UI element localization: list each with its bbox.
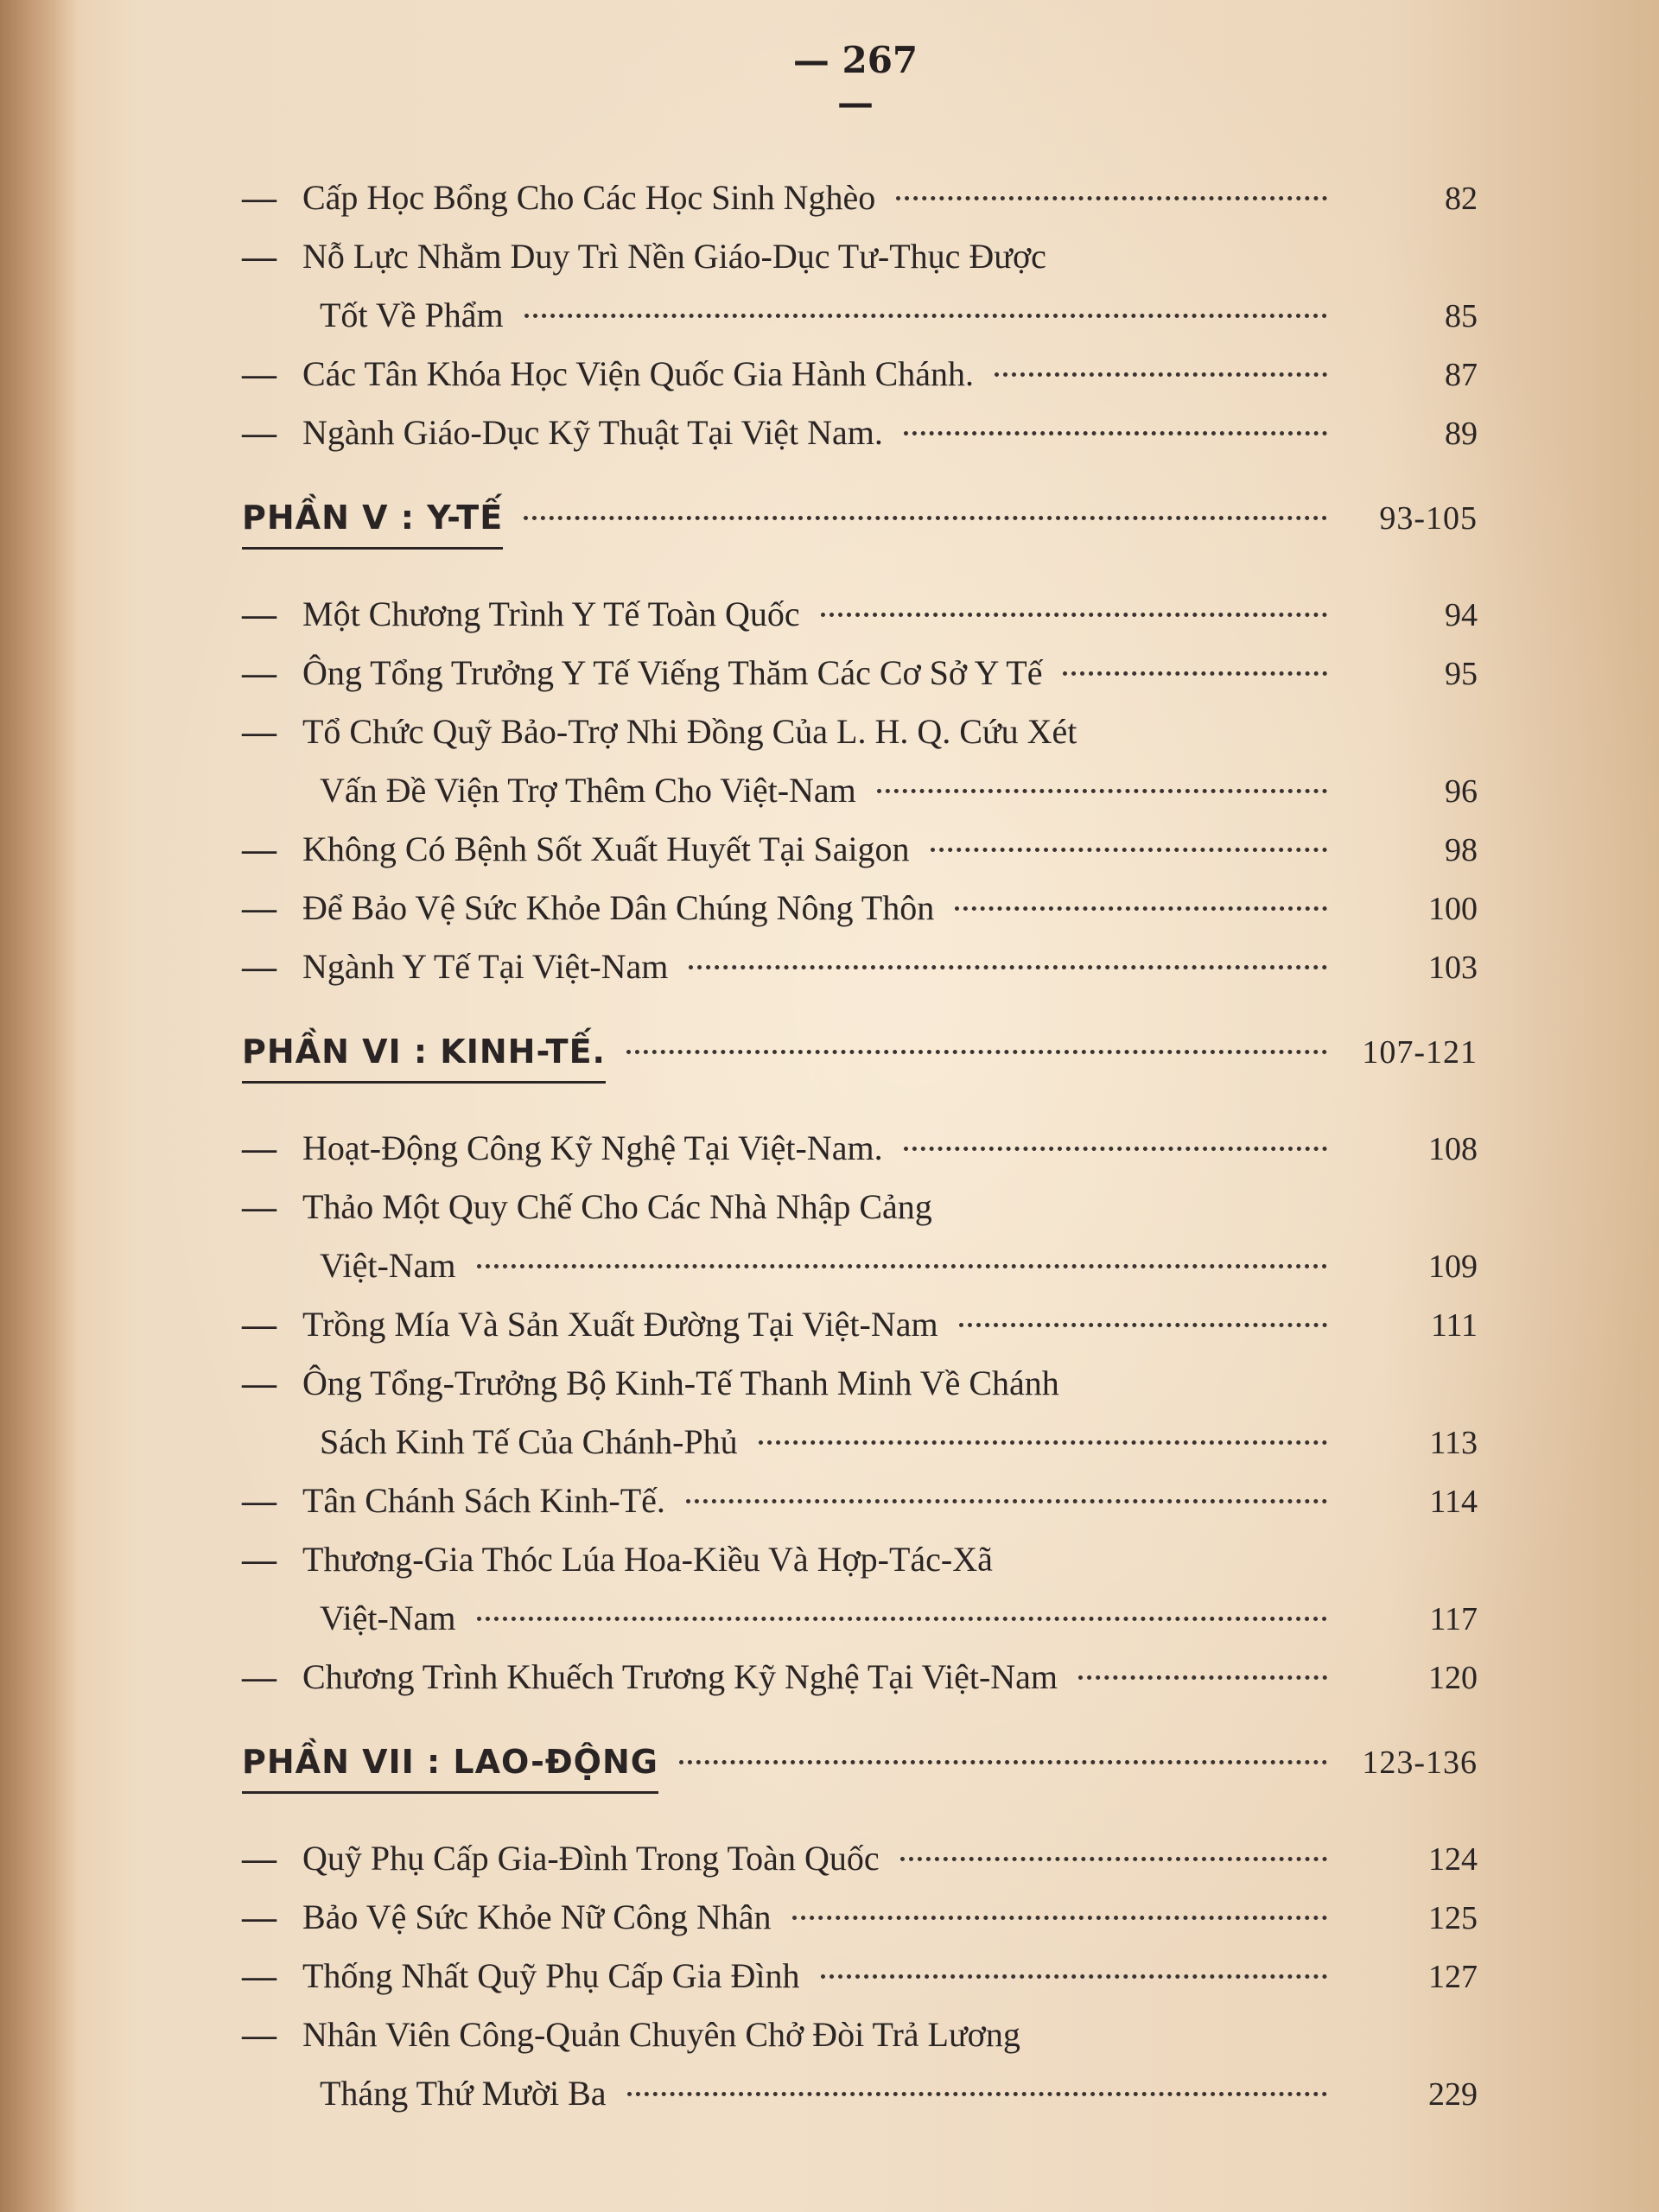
dot-leader	[896, 196, 1327, 200]
toc-entry-text: Hoạt-Động Công Kỹ Nghệ Tại Việt-Nam.	[302, 1128, 883, 1167]
toc-page-number: 87	[1445, 357, 1478, 393]
section-page-range: 107-121	[1362, 1034, 1478, 1071]
toc-entry-text: Tốt Về Phẩm	[320, 296, 504, 334]
entry-dash: —	[242, 594, 276, 633]
toc-page-number: 124	[1428, 1841, 1478, 1878]
dot-leader	[955, 906, 1327, 911]
toc-entry-line	[242, 353, 1478, 412]
toc-entry-line	[242, 1955, 1478, 2014]
section-page-range: 93-105	[1379, 500, 1478, 537]
entry-dash: —	[242, 1128, 276, 1167]
table-of-contents	[242, 177, 1478, 2132]
toc-entry-line	[242, 1480, 1478, 1539]
toc-entry-line	[242, 2014, 1478, 2073]
entry-dash: —	[242, 1657, 276, 1696]
toc-entry-line	[242, 1897, 1478, 1955]
toc-entry-line	[242, 1656, 1478, 1715]
toc-entry-text: Việt-Nam	[320, 1599, 456, 1637]
toc-entry-line	[242, 1539, 1478, 1598]
toc-entry-text: Việt-Nam	[320, 1246, 456, 1285]
section-spacer	[242, 1812, 1478, 1838]
toc-page-number: 114	[1429, 1484, 1478, 1520]
toc-page-number: 120	[1428, 1660, 1478, 1696]
dot-leader	[1063, 671, 1327, 676]
section-spacer	[242, 1715, 1478, 1743]
dot-leader	[904, 1147, 1327, 1151]
toc-entry-line	[242, 652, 1478, 711]
toc-entry-text: Tân Chánh Sách Kinh-Tế.	[302, 1481, 665, 1520]
toc-entry-text: Cấp Học Bổng Cho Các Học Sinh Nghèo	[302, 178, 876, 217]
section-spacer	[242, 471, 1478, 499]
toc-entry-line	[242, 412, 1478, 471]
entry-dash: —	[242, 1540, 276, 1579]
toc-page-number: 109	[1428, 1249, 1478, 1285]
toc-page-number: 95	[1445, 656, 1478, 692]
dot-leader	[931, 848, 1327, 852]
dot-leader	[900, 1857, 1327, 1861]
toc-page-number: 117	[1429, 1601, 1478, 1637]
toc-entry-line	[242, 1304, 1478, 1363]
entry-dash: —	[242, 1481, 276, 1520]
toc-entry-text: Tháng Thứ Mười Ba	[320, 2074, 607, 2113]
toc-entry-text: Thảo Một Quy Chế Cho Các Nhà Nhập Cảng	[302, 1187, 932, 1226]
toc-entry-line	[242, 1421, 1478, 1480]
toc-page-number: 100	[1428, 891, 1478, 927]
toc-entry-line	[242, 1128, 1478, 1186]
toc-entry-text: Chương Trình Khuếch Trương Kỹ Nghệ Tại Việt-Nam	[302, 1657, 1058, 1696]
toc-entry-line	[242, 887, 1478, 946]
toc-entry-text: Ông Tổng Trưởng Y Tế Viếng Thăm Các Cơ Sở Y Tế	[302, 653, 1043, 692]
toc-entry-line	[242, 1245, 1478, 1304]
dot-leader	[877, 789, 1327, 793]
dot-leader	[959, 1323, 1327, 1327]
toc-entry-text: Một Chương Trình Y Tế Toàn Quốc	[302, 594, 800, 633]
toc-entry-text: Vấn Đề Viện Trợ Thêm Cho Việt-Nam	[320, 771, 856, 810]
dot-leader	[792, 1916, 1327, 1920]
toc-page-number: 98	[1445, 832, 1478, 868]
entry-dash: —	[242, 1897, 276, 1936]
toc-entry-text: Quỹ Phụ Cấp Gia-Đình Trong Toàn Quốc	[302, 1839, 880, 1878]
entry-dash: —	[242, 653, 276, 692]
toc-page-number: 89	[1445, 416, 1478, 452]
toc-entry-line	[242, 1363, 1478, 1421]
dot-leader	[679, 1760, 1327, 1764]
toc-page-number: 103	[1428, 950, 1478, 986]
dot-leader	[995, 372, 1327, 377]
toc-entry-line	[242, 236, 1478, 295]
section-page-range: 123-136	[1362, 1745, 1478, 1781]
entry-dash: —	[242, 178, 276, 217]
entry-dash: —	[242, 237, 276, 276]
toc-page-number: 108	[1428, 1131, 1478, 1167]
toc-page-number: 85	[1445, 298, 1478, 334]
section-heading	[242, 499, 1478, 568]
dot-leader	[821, 1974, 1327, 1979]
toc-page-number: 96	[1445, 773, 1478, 810]
toc-entry-text: Nhân Viên Công-Quản Chuyên Chở Đòi Trả Lương	[302, 2015, 1020, 2054]
toc-entry-text: Ông Tổng-Trưởng Bộ Kinh-Tế Thanh Minh Về Chánh	[302, 1363, 1059, 1402]
page-number: — 267 —	[792, 39, 918, 124]
toc-page-number: 111	[1430, 1307, 1478, 1344]
toc-entry-line	[242, 1838, 1478, 1897]
toc-entry-line	[242, 295, 1478, 353]
section-title: PHẦN V : Y-TẾ	[242, 499, 503, 550]
section-spacer	[242, 1005, 1478, 1033]
toc-entry-text: Ngành Giáo-Dục Kỹ Thuật Tại Việt Nam.	[302, 413, 883, 452]
dot-leader	[1078, 1675, 1327, 1680]
toc-page-number: 127	[1428, 1959, 1478, 1995]
toc-entry-text: Bảo Vệ Sức Khỏe Nữ Công Nhân	[302, 1897, 772, 1936]
toc-entry-line	[242, 177, 1478, 236]
toc-entry-text: Thương-Gia Thóc Lúa Hoa-Kiều Và Hợp-Tác-Xã	[302, 1540, 993, 1579]
toc-entry-line	[242, 829, 1478, 887]
entry-dash: —	[242, 1956, 276, 1995]
entry-dash: —	[242, 888, 276, 927]
toc-page-number: 82	[1445, 181, 1478, 217]
dot-leader	[821, 613, 1327, 617]
toc-page-number: 113	[1429, 1425, 1478, 1461]
dot-leader	[689, 965, 1327, 969]
dot-leader	[627, 2092, 1327, 2096]
dot-leader	[524, 314, 1327, 318]
section-spacer	[242, 1102, 1478, 1128]
section-heading	[242, 1743, 1478, 1812]
entry-dash: —	[242, 1305, 276, 1344]
dot-leader	[759, 1440, 1327, 1445]
entry-dash: —	[242, 1363, 276, 1402]
toc-entry-text: Tổ Chức Quỹ Bảo-Trợ Nhi Đồng Của L. H. Q. Cứu Xét	[302, 712, 1077, 751]
dot-leader	[686, 1499, 1327, 1503]
toc-entry-text: Nỗ Lực Nhằm Duy Trì Nền Giáo-Dục Tư-Thục Được	[302, 237, 1046, 276]
toc-entry-text: Trồng Mía Và Sản Xuất Đường Tại Việt-Nam	[302, 1305, 938, 1344]
toc-entry-text: Thống Nhất Quỹ Phụ Cấp Gia Đình	[302, 1956, 800, 1995]
toc-entry-line	[242, 594, 1478, 652]
dot-leader	[626, 1050, 1327, 1054]
toc-entry-line	[242, 770, 1478, 829]
dot-leader	[904, 431, 1327, 435]
toc-entry-text: Để Bảo Vệ Sức Khỏe Dân Chúng Nông Thôn	[302, 888, 935, 927]
toc-page-number: 94	[1445, 597, 1478, 633]
entry-dash: —	[242, 1187, 276, 1226]
toc-entry-text: Các Tân Khóa Học Viện Quốc Gia Hành Chánh.	[302, 354, 975, 393]
toc-page-number: 125	[1428, 1900, 1478, 1936]
toc-page-number: 229	[1428, 2076, 1478, 2113]
section-title: PHẦN VI : KINH-TẾ.	[242, 1033, 606, 1084]
entry-dash: —	[242, 1839, 276, 1878]
entry-dash: —	[242, 354, 276, 393]
section-heading	[242, 1033, 1478, 1102]
toc-entry-line	[242, 1598, 1478, 1656]
dot-leader	[477, 1617, 1327, 1621]
toc-entry-text: Ngành Y Tế Tại Việt-Nam	[302, 947, 669, 986]
toc-entry-line	[242, 2073, 1478, 2132]
dot-leader	[524, 516, 1327, 520]
entry-dash: —	[242, 2015, 276, 2054]
toc-entry-text: Sách Kinh Tế Của Chánh-Phủ	[320, 1422, 738, 1461]
toc-entry-line	[242, 946, 1478, 1005]
section-title: PHẦN VII : LAO-ĐỘNG	[242, 1743, 658, 1794]
dot-leader	[477, 1264, 1327, 1268]
entry-dash: —	[242, 830, 276, 868]
section-spacer	[242, 568, 1478, 594]
entry-dash: —	[242, 413, 276, 452]
toc-entry-line	[242, 711, 1478, 770]
toc-entry-text: Không Có Bệnh Sốt Xuất Huyết Tại Saigon	[302, 830, 910, 868]
entry-dash: —	[242, 712, 276, 751]
page-gutter-shadow	[0, 0, 78, 2212]
entry-dash: —	[242, 947, 276, 986]
toc-entry-line	[242, 1186, 1478, 1245]
